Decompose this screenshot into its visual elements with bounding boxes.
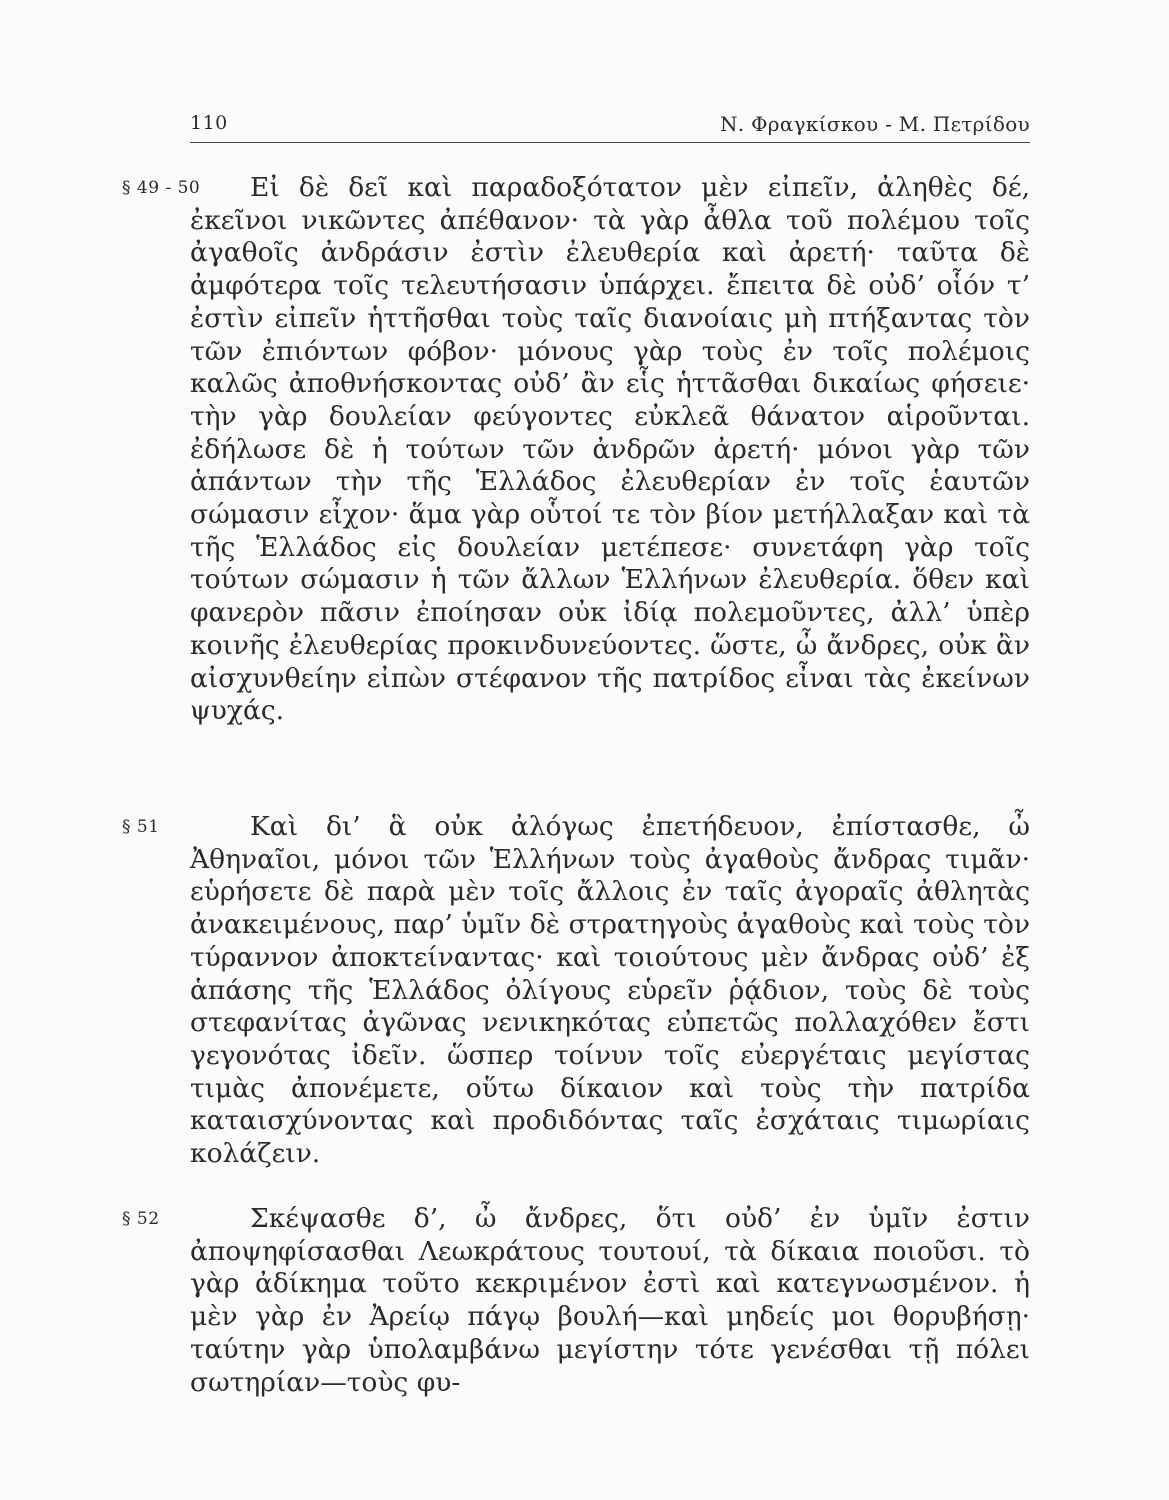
section-marker: § 49 - 50: [122, 178, 201, 198]
section-text: Καὶ δι’ ἃ οὐκ ἀλόγως ἐπετήδευον, ἐπίστασθε, ὦ Ἀθηναῖοι, μόνοι τῶν Ἑλλήνων τοὺς ἀγαθοὺς ἄνδρας τιμᾶν· εὑρήσετε δὲ παρὰ μὲν τοῖς ἄλλοις ἐν ταῖς ἀγοραῖς ἀθλητὰς ἀνακειμένους, παρ’ ὑμῖν δὲ στρατηγοὺς ἀγαθοὺς καὶ τοὺς τὸν τύραννον ἀποκτείναντας· καὶ τοιούτους μὲν ἄνδρας οὐδ’ ἐξ ἁπάσης τῆς Ἑλλάδος ὀλίγους εὑρεῖν ῥᾴδιον, τοὺς δὲ τοὺς στεφανίτας ἀγῶνας νενικηκότας εὐπετῶς πολλαχόθεν ἔστι γεγονότας ἰδεῖν. ὥσπερ τοίνυν τοῖς εὐεργέταις μεγίστας τιμὰς ἀπονέμετε, οὕτω δίκαιον καὶ τοὺς τὴν πατρίδα καταισχύνοντας καὶ προδιδόντας ταῖς ἐσχάταις τιμωρίαις κολάζειν.: [190, 811, 1030, 1170]
page-header: [190, 112, 1030, 148]
section-text: Εἰ δὲ δεῖ καὶ παραδοξότατον μὲν εἰπεῖν, ἀληθὲς δέ, ἐκεῖνοι νικῶντες ἀπέθανον· τὰ γὰρ ἆθλα τοῦ πολέμου τοῖς ἀγαθοῖς ἀνδράσιν ἐστὶν ἐλευθερία καὶ ἀρετή· ταῦτα δὲ ἀμφότερα τοῖς τελευτήσασιν ὑπάρχει. ἔπειτα δὲ οὐδ’ οἷόν τ’ ἐστὶν εἰπεῖν ἡττῆσθαι τοὺς ταῖς διανοίαις μὴ πτήξαντας τὸν τῶν ἐπιόντων φόβον· μόνους γὰρ τοὺς ἐν τοῖς πολέμοις καλῶς ἀποθνήσκοντας οὐδ’ ἂν εἷς ἡττᾶσθαι δικαίως φήσειε· τὴν γὰρ δουλείαν φεύγοντες εὐκλεᾶ θάνατον αἱροῦνται. ἐδήλωσε δὲ ἡ τούτων τῶν ἀνδρῶν ἀρετή· μόνοι γὰρ τῶν ἁπάντων τὴν τῆς Ἑλλάδος ἐλευθερίαν ἐν τοῖς ἑαυτῶν σώμασιν εἶχον· ἅμα γὰρ οὗτοί τε τὸν βίον μετήλλαξαν καὶ τὰ τῆς Ἑλλάδος εἰς δουλείαν μετέπεσε· συνετάφη γὰρ τοῖς τούτων σώμασιν ἡ τῶν ἄλλων Ἑλλήνων ἐλευθερία. ὅθεν καὶ φανερὸν πᾶσιν ἐποίησαν οὐκ ἰδίᾳ πολεμοῦντες, ἀλλ’ ὑπὲρ κοινῆς ἐλευθερίας προκινδυνεύοντες. ὥστε, ὦ ἄνδρες, οὐκ ἂν αἰσχυνθείην εἰπὼν στέφανον τῆς πατρίδος εἶναι τὰς ἐκείνων ψυχάς.: [190, 172, 1030, 727]
section-marker: § 52: [122, 1209, 160, 1229]
section-marker: § 51: [122, 817, 160, 837]
running-head: Ν. Φραγκίσκου - Μ. Πετρίδου: [720, 112, 1030, 136]
header-rule: [190, 142, 1030, 143]
section-text: Σκέψασθε δ’, ὦ ἄνδρες, ὅτι οὐδ’ ἐν ὑμῖν ἐστιν ἀποψηφίσασθαι Λεωκράτους τουτουί, τὰ δίκαια ποιοῦσι. τὸ γὰρ ἀδίκημα τοῦτο κεκριμένον ἐστὶ καὶ κατεγνωσμένον. ἡ μὲν γὰρ ἐν Ἀρείῳ πάγῳ βουλή—καὶ μηδείς μοι θορυβήσῃ· ταύτην γὰρ ὑπολαμβάνω μεγίστην τότε γενέσθαι τῇ πόλει σωτηρίαν—τοὺς φυ-: [190, 1203, 1030, 1398]
page-number: 110: [190, 112, 228, 134]
